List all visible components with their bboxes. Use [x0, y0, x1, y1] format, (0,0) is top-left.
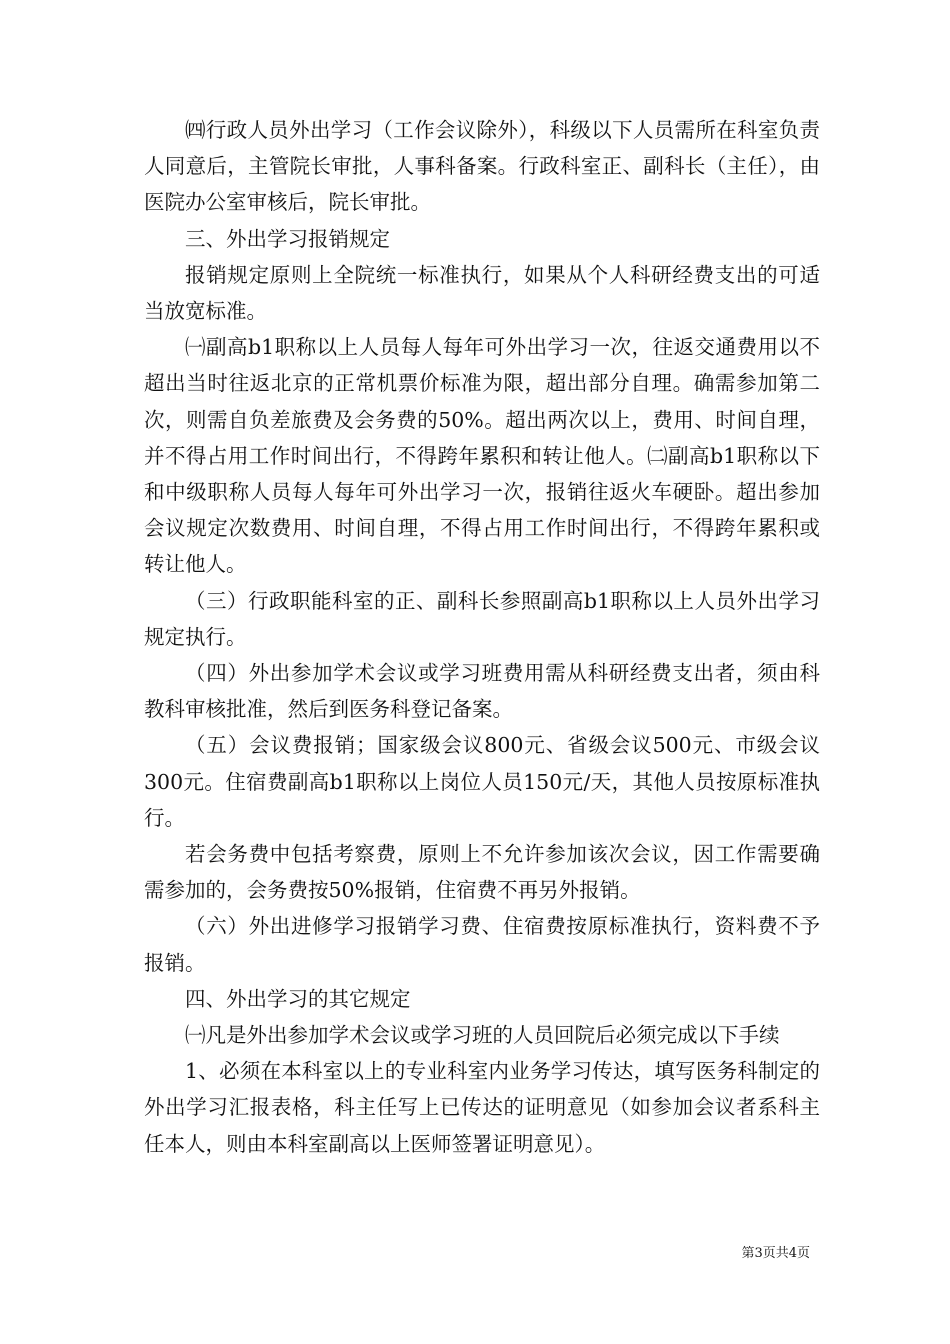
paragraph-reimbursement-principle: 报销规定原则上全院统一标准执行，如果从个人科研经费支出的可适当放宽标准。 — [144, 262, 820, 324]
paragraph-research-funding: （四）外出参加学术会议或学习班费用需从科研经费支出者，须由科教科审核批准，然后到医务科登记备案。 — [144, 661, 820, 722]
heading-reimbursement-rules: 三、外出学习报销规定 — [185, 226, 390, 251]
paragraph-meeting-fees: （五）会议费报销；国家级会议800元、省级会议500元、市级会议300元。住宿费副高b1职称以上岗位人员150元/天，其他人员按原标准执行。 — [144, 733, 820, 830]
paragraph-inspection-fees: 若会务费中包括考察费，原则上不允许参加该次会议，因工作需要确需参加的，会务费按50%报销，住宿费不再另外报销。 — [144, 842, 820, 903]
paragraph-admin-section-chiefs: （三）行政职能科室的正、副科长参照副高b1职称以上人员外出学习规定执行。 — [144, 588, 820, 649]
paragraph-return-procedures: ㈠凡是外出参加学术会议或学习班的人员回院后必须完成以下手续 — [185, 1023, 780, 1048]
paragraph-senior-title-rules: ㈠副高b1职称以上人员每人每年可外出学习一次，往返交通费用以不超出当时往返北京的正常机票价标准为限，超出部分自理。确需参加第二次，则需自负差旅费及会务费的50%。超出两次以上，费用、时间自理，并不得占用工作时间出行，不得跨年累积和转让他人。㈡副高b1职称以下和中级职称人员每人每年可外出学习一次，报销往返火车硬卧。超出参加会议规定次数费用、时间自理，不得占用工作时间出行，不得跨年累积或转让他人。 — [144, 335, 820, 577]
document-body — [144, 112, 820, 1162]
paragraph-briefing-requirement: 1、必须在本科室以上的专业科室内业务学习传达，填写医务科制定的外出学习汇报表格，科主任写上已传达的证明意见（如参加会议者系科主任本人，则由本科室副高以上医师签署证明意见）。 — [144, 1059, 820, 1156]
paragraph-advanced-study: （六）外出进修学习报销学习费、住宿费按原标准执行，资料费不予报销。 — [144, 914, 820, 975]
page-number-footer: 第3页共4页 — [741, 1246, 810, 1261]
heading-other-rules: 四、外出学习的其它规定 — [185, 986, 411, 1011]
paragraph-admin-study-approval: ㈣行政人员外出学习（工作会议除外），科级以下人员需所在科室负责人同意后，主管院长审批，人事科备案。行政科室正、副科长（主任），由医院办公室审核后，院长审批。 — [144, 118, 820, 215]
